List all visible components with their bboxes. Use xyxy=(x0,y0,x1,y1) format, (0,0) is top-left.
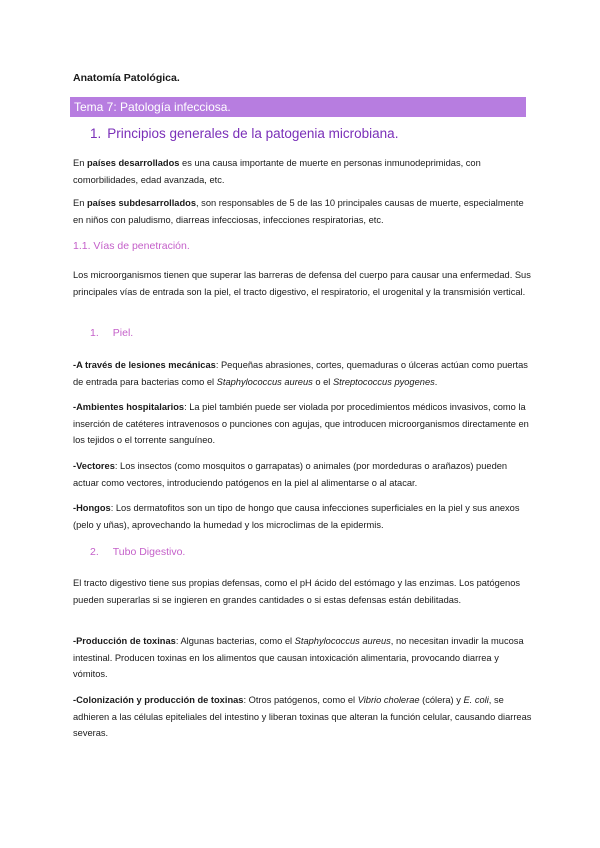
heading-tubo-digestivo xyxy=(90,546,185,558)
tema-banner: Tema 7: Patología infecciosa. xyxy=(70,97,526,117)
species-name: Staphylococcus aureus xyxy=(294,636,391,646)
species-name: Vibrio cholerae xyxy=(357,695,420,705)
bold-term: -Ambientes hospitalarios xyxy=(73,402,185,412)
item-title: Piel. xyxy=(112,327,134,339)
item-title: Tubo Digestivo. xyxy=(112,546,186,558)
paragraph-hongos xyxy=(73,500,533,533)
paragraph-colonizacion xyxy=(73,692,533,742)
bold-term: países desarrollados xyxy=(86,158,180,168)
paragraph-vectores xyxy=(73,458,533,491)
bold-term: -A través de lesiones mecánicas xyxy=(73,360,216,370)
text-fragment: (cólera) y xyxy=(419,695,464,705)
paragraph-vias: Los microorganismos tienen que superar las barreras de defensa del cuerpo para causar una enfermedad. Sus principales vías de entrada son la piel, el tracto digestivo, el respiratorio, el urogenital y la transmisión vertical. xyxy=(73,270,531,297)
text-fragment: : Algunas bacterias, como el xyxy=(175,636,295,646)
section-number: 1. xyxy=(90,126,102,141)
paragraph-toxinas xyxy=(73,633,533,683)
text-fragment: En xyxy=(73,198,87,208)
paragraph-desarrollados xyxy=(73,155,533,188)
paragraph-lesiones xyxy=(73,357,533,390)
bold-term: -Vectores xyxy=(73,461,115,471)
paragraph-hospitalarios xyxy=(73,399,533,449)
item-number: 2. xyxy=(90,546,99,558)
paragraph-tubo: El tracto digestivo tiene sus propias defensas, como el pH ácido del estómago y las enzimas. Los patógenos pueden superarlas si se ingieren en grandes cantidades o si estas defensas están debilitadas. xyxy=(73,578,521,605)
paragraph-subdesarrollados xyxy=(73,195,533,228)
subsection-heading-vias: 1.1. Vías de penetración. xyxy=(73,240,190,252)
text-fragment: : Otros patógenos, como el xyxy=(243,695,358,705)
bold-term: -Colonización y producción de toxinas xyxy=(73,695,244,705)
bold-term: -Hongos xyxy=(73,503,111,513)
text-fragment: , son responsables de 5 de las 10 principales causas de muerte, especialmente en niños con paludismo, diarreas infecciosas, infecciones respiratorias, etc. xyxy=(73,198,524,225)
species-name: E. coli xyxy=(463,695,489,705)
text-fragment: , no necesitan invadir la mucosa intestinal. Producen toxinas en los alimentos que causan intoxicación alimentaria, provocando diarrea y vómitos. xyxy=(73,636,524,680)
text-fragment: : La piel también puede ser violada por procedimientos médicos invasivos, como la inserción de catéteres intravenosos o punciones con agujas, que introducen microorganismos directamente en los tejidos o el torrente sanguíneo. xyxy=(73,402,529,446)
bold-term: países subdesarrollados xyxy=(86,198,196,208)
heading-piel xyxy=(90,327,133,339)
text-fragment: o el xyxy=(312,376,333,387)
text-fragment: . xyxy=(434,376,438,387)
text-fragment: En xyxy=(73,158,87,168)
text-fragment: : Los insectos (como mosquitos o garrapatas) o animales (por mordeduras o arañazos) pueden actuar como vectores, introduciendo patógenos en la piel al alimentarse o al atacar. xyxy=(73,461,508,488)
document-title: Anatomía Patológica. xyxy=(73,72,180,84)
section-title: Principios generales de la patogenia microbiana. xyxy=(107,126,399,141)
item-number: 1. xyxy=(90,327,99,339)
text-fragment: : Los dermatofitos son un tipo de hongo que causa infecciones superficiales en la piel y sus anexos (pelo y uñas), aprovechando la humedad y los microclimas de la epidermis. xyxy=(73,503,520,530)
text-fragment: , se adhieren a las células epiteliales del intestino y liberan toxinas que alteran la función celular, causando diarreas severas. xyxy=(73,695,532,739)
text-fragment: : Pequeñas abrasiones, cortes, quemaduras o úlceras actúan como puertas de entrada para bacterias como el xyxy=(73,360,528,387)
section-heading-1 xyxy=(90,126,398,141)
text-fragment: es una causa importante de muerte en personas inmunodeprimidas, con comorbilidades, edad avanzada, etc. xyxy=(73,158,481,185)
bold-term: -Producción de toxinas xyxy=(73,636,176,646)
species-name: Staphylococcus aureus xyxy=(216,376,313,387)
species-name: Streptococcus pyogenes xyxy=(332,376,435,387)
